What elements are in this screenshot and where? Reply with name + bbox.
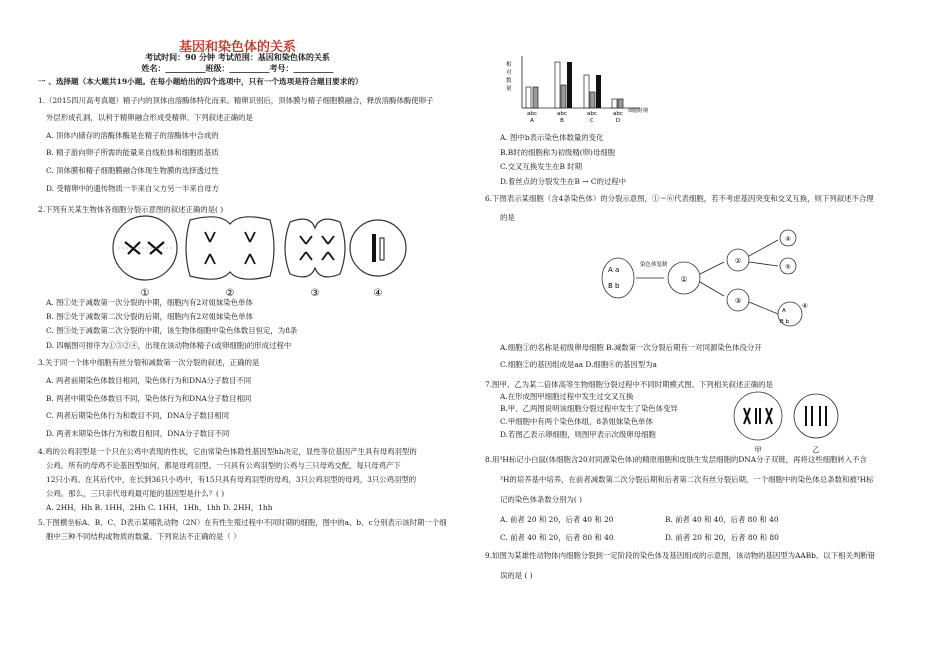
left-q1a: 1.（2015四川高考真题）精子内的顶体由溶酶体特化而来。精卵识别后，顶体膜与精子细胞膜融合，释放溶酶体酶使卵子 — [38, 96, 434, 105]
q6-parent-cell — [602, 258, 634, 298]
right-q7D: D.若图乙表示卵细胞，则图甲表示次级卵母细胞 — [500, 430, 656, 439]
left-q1D: D. 受精卵中的遗传物质一半来自父方另一半来自母方 — [46, 184, 219, 193]
right-q5D: D.着丝点的分裂发生在B → C的过程中 — [500, 177, 627, 186]
q7-label-jia: 甲 — [754, 446, 762, 454]
svg-text:A a: A a — [608, 266, 620, 274]
right-q7A: A.在形成图甲细胞过程中发生过交叉互换 — [500, 392, 634, 401]
left-q1C: C. 顶体膜和精子细胞膜融合体现生物膜的选择透过性 — [46, 166, 219, 175]
cell-3 — [285, 219, 345, 277]
q5-cat-C: C — [590, 118, 594, 124]
left-q4d: 公鸡。那么，三只亲代母鸡最可能的基因型是什么？( ) — [46, 489, 225, 498]
right-q8A: A. 前者 20 和 20，后者 40 和 20 — [500, 515, 614, 524]
q6-division-figure — [600, 226, 840, 332]
q5-cat-B: B — [560, 118, 564, 124]
q2-cell-figure — [110, 214, 410, 300]
left-q4opts: A. 2HH，Hh B. 1HH，2Hh C. 1HH，1Hh，1hh D. 2HH，1hh — [46, 503, 273, 512]
right-q8D: D. 前者 20 和 20，后者 80 和 80 — [665, 533, 779, 542]
left-q2: 2.下列有关某生物体各细胞分裂示意图的叙述正确的是( ) — [38, 205, 224, 214]
q5-tick-2: abc — [557, 111, 567, 117]
q7-label-yi: 乙 — [812, 446, 820, 454]
left-q4b: 公鸡。所有的母鸡不论基因型如何，都是母鸡羽型。一只具有公鸡羽型的公鸡与三只母鸡交配，每只母鸡产下 — [46, 461, 401, 470]
right-q6b: 的是 — [500, 213, 515, 222]
svg-text:⑤: ⑤ — [785, 263, 791, 271]
right-q5B: B.B时的细胞称为初级精(卵)母细胞 — [500, 148, 616, 157]
right-q9b: 误的是 ( ) — [500, 571, 533, 580]
right-q6A: A.细胞①的名称是初级卵母细胞 B.减数第一次分裂后期有一对同源染色体没分开 — [500, 343, 762, 352]
doc-meta: 考试时间：90 分钟 考试范围：基因和染色体的关系 — [145, 52, 330, 62]
svg-text:②: ② — [734, 257, 742, 265]
q5-ylabel-4: 量 — [506, 86, 512, 92]
left-q4a: 4.鸡的公鸡羽型是一个只在公鸡中表现的性状，它由常染色体隐性基因型hh决定，显性等位基因产生具有母鸡羽型的 — [38, 447, 417, 456]
q5-xlabel: 细胞时期 — [628, 108, 649, 114]
left-q1A: A. 顶体内储存的溶酶体酶是在精子的溶酶体中合成的 — [46, 131, 219, 140]
right-q6C: C.细胞②的基因组成是aa D.细胞⑥的基因型为a — [500, 360, 657, 369]
cell-1 — [113, 216, 177, 280]
right-q8c: 记的染色体条数分别为( ) — [500, 495, 583, 504]
q7-cell-jia — [734, 392, 782, 440]
q5-cat-A: A — [530, 118, 534, 124]
left-q3C: C. 两者后期染色体行为和数目不同，DNA分子数目相同 — [46, 411, 230, 420]
right-q8C: C. 前者 40 和 20，后者 80 和 40 — [500, 533, 614, 542]
left-q2C: C. 图③处于减数第二次分裂的中期，该生物体细胞中染色体数目恒定，为8条 — [46, 326, 298, 335]
right-q7: 7.图甲、乙为某二倍体高等生物细胞分裂过程中不同时期模式图。下列相关叙述正确的是 — [485, 380, 773, 389]
cell-label-2: ② — [225, 288, 235, 299]
doc-title: 基因和染色体的关系 — [178, 40, 296, 55]
right-q5A: A. 图中b表示染色体数量的变化 — [500, 133, 604, 142]
section-heading: 一 、选择题（本大题共19小题。在每小题给出的四个选项中，只有一个选项是符合题目要求的） — [38, 77, 363, 86]
left-q2D: D. 四幅图可排序为①③②④，出现在该动物体精子(或卵细胞)的形成过程中 — [46, 341, 292, 350]
left-q3B: B. 两者中期染色体数目不同，染色体行为和DNA分子数目相同 — [46, 394, 252, 403]
q6-cell-6-gene-b: B b — [780, 319, 790, 325]
left-q2A: A. 图①处于减数第一次分裂的中期，细胞内有2对姐妹染色单体 — [46, 298, 253, 307]
q5-tick-3: abc — [587, 111, 597, 117]
right-q8B: B. 前者 40 和 40，后者 80 和 40 — [665, 515, 779, 524]
q5-bar-figure — [500, 52, 660, 124]
q5-ylabel-2: 对 — [506, 70, 512, 76]
svg-text:①: ① — [680, 275, 688, 284]
right-q9a: 9.如图为某雄性动物体内细胞分裂到一定阶段的染色体及基因组成的示意图，该动物的基因型为AABb。以下相关判断错 — [485, 551, 876, 560]
svg-text:⑥: ⑥ — [802, 302, 808, 310]
right-q5C: C.交叉互换发生在B 时期 — [500, 162, 583, 171]
cell-2 — [186, 217, 274, 279]
q5-tick-4: abc — [613, 111, 623, 117]
q6-arrow-label: 染色体复制 — [640, 262, 668, 268]
cell-label-3: ③ — [310, 288, 320, 299]
left-q2B: B. 图②处于减数第二次分裂的后期，细胞内有2对姐妹染色单体 — [46, 312, 253, 321]
left-q3A: A. 两者前期染色体数目相同，染色体行为和DNA分子数目不同 — [46, 376, 252, 385]
svg-text:④: ④ — [785, 235, 791, 243]
left-q1b: 外层形成孔洞，以利于精卵融合形成受精卵。下列叙述正确的是 — [46, 113, 253, 122]
q5-ylabel-3: 数 — [506, 78, 512, 84]
cell-4 — [350, 220, 406, 276]
right-q7B: B.甲、乙两图说明该细胞分裂过程中发生了染色体变异 — [500, 404, 678, 413]
q5-tick-1: abc — [527, 111, 537, 117]
svg-text:B b: B b — [608, 282, 620, 290]
right-q8a: 8.用³H标记小白鼠(体细胞含20对同源染色体)的精原细胞和皮肤生发层细胞的DNA分子双链，再将这些细胞转入不含 — [485, 455, 867, 464]
q7-figure — [730, 388, 850, 458]
svg-text:③: ③ — [734, 297, 742, 305]
left-q4c: 12只小鸡。在其后代中，在长到36只小鸡中，有15只具有母鸡羽型的母鸡，3只公鸡羽型的母鸡，3只公鸡羽型的 — [46, 475, 417, 484]
q7-cell-yi — [794, 394, 838, 438]
left-q3: 3.关于同一个体中细胞有丝分裂和减数第一次分裂的叙述，正确的是 — [38, 358, 260, 367]
left-q3D: D. 两者末期染色体行为和数目相同，DNA分子数目不同 — [46, 429, 230, 438]
q5-ylabel-1: 相 — [506, 62, 512, 68]
left-q1B: B. 精子游向卵子所需的能量来自线粒体和细胞质基质 — [46, 148, 219, 157]
right-q7C: C.甲细胞中有两个染色体组，8条姐妹染色单体 — [500, 417, 653, 426]
right-q6a: 6.下图表示某细胞（含4条染色体）的分裂示意图，①～⑥代表细胞，若不考虑基因突变和交叉互换，则下列叙述不合理 — [485, 194, 874, 203]
doc-name-line: 姓名：__________班级：__________考号：__________ — [141, 63, 334, 73]
left-q5a: 5.下图横坐标A、B、C、D表示某哺乳动物（2N）在有性生殖过程中不同时期的细胞，图中的a、b、c分别表示该时期一个细 — [38, 518, 447, 527]
q5-bars — [526, 62, 623, 108]
left-q5b: 胞中三种不同结构或物质的数量。下列说法不正确的是（ ） — [46, 532, 241, 541]
q6-cell-6-gene-a: A — [782, 308, 786, 314]
cell-label-1: ① — [140, 288, 150, 299]
q5-cat-D: D — [615, 118, 621, 124]
cell-label-4: ④ — [373, 288, 383, 299]
right-q8b: ³H的培养基中培养，在前者减数第二次分裂后期和后者第二次有丝分裂后期，一个细胞中的染色体总条数和被³H标 — [500, 475, 874, 484]
